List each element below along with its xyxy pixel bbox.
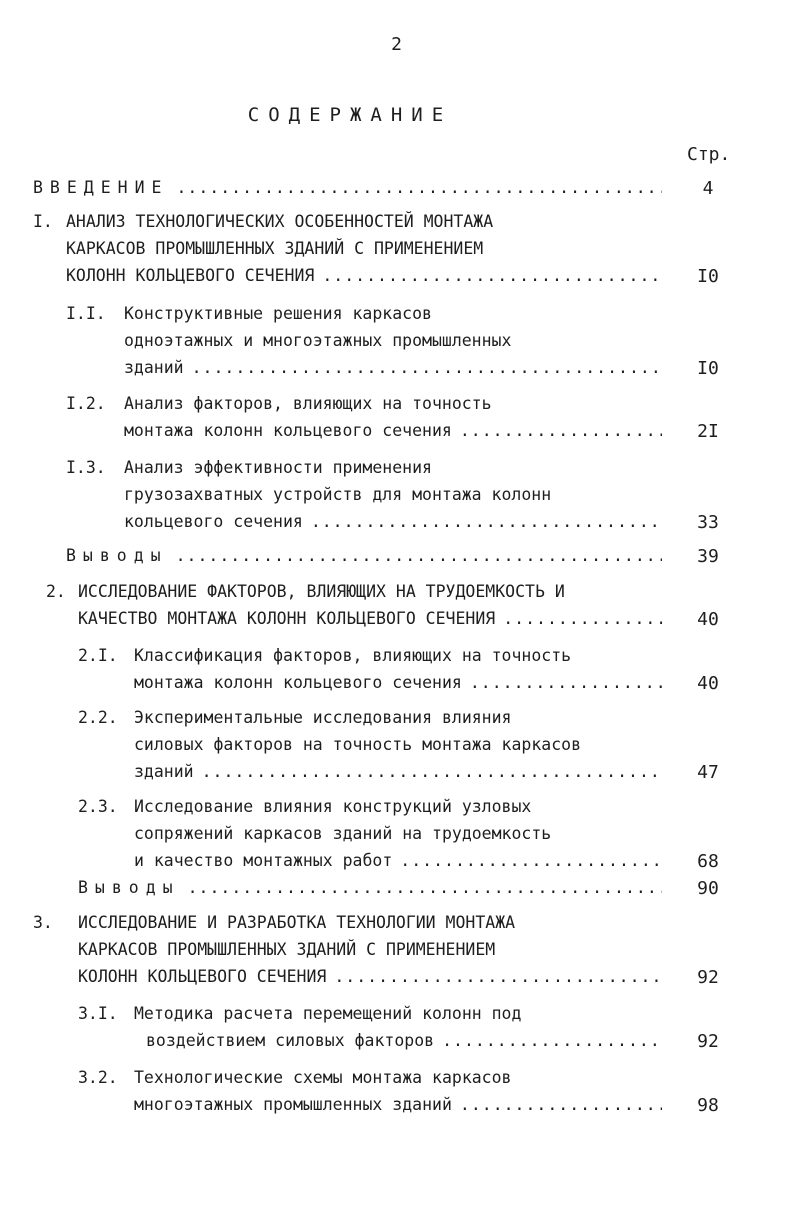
toc-entry-last-line xyxy=(134,673,662,692)
toc-entry-text: кольцевого сечения xyxy=(124,512,303,531)
toc-entry-text: монтажа колонн кольцевого сечения xyxy=(124,421,452,440)
toc-entry-page: 33 xyxy=(697,512,719,533)
toc-entry-page: 98 xyxy=(697,1095,719,1116)
toc-entry-page: I0 xyxy=(697,358,719,379)
toc-entry-text: КАЧЕСТВО МОНТАЖА КОЛОНН КОЛЬЦЕВОГО СЕЧЕНИЯ xyxy=(78,609,496,628)
toc-entry xyxy=(0,1004,793,1058)
toc-entry-text: многоэтажных промышленных зданий xyxy=(134,1095,452,1114)
toc-entry-text: ИССЛЕДОВАНИЕ ФАКТОРОВ, ВЛИЯЮЩИХ НА ТРУДОЕМКОСТЬ И xyxy=(78,582,565,601)
toc-entry xyxy=(0,878,793,905)
toc-entry-text: Экспериментальные исследования влияния xyxy=(134,708,512,727)
toc-entry-text: АНАЛИЗ ТЕХНОЛОГИЧЕСКИХ ОСОБЕННОСТЕЙ МОНТАЖА xyxy=(66,212,494,231)
toc-entry-page: 68 xyxy=(697,851,719,872)
toc-entry-page: 40 xyxy=(697,673,719,694)
toc-entry-text: Классификация факторов, влияющих на точность xyxy=(134,646,572,665)
toc-entry xyxy=(0,582,793,636)
toc-entry xyxy=(0,458,793,539)
toc-entry-text: Анализ эффективности применения xyxy=(124,458,432,477)
toc-entry-number: 3.I. xyxy=(78,1004,118,1023)
toc-entry-page: 39 xyxy=(697,546,719,567)
dot-leader xyxy=(176,178,662,197)
toc-entry-last-line xyxy=(146,1031,662,1050)
toc-entry-page: I0 xyxy=(697,266,719,287)
toc-entry xyxy=(0,304,793,385)
dot-leader xyxy=(503,609,662,628)
toc-entry-number: 2.3. xyxy=(78,797,118,816)
page-column-label: Стр. xyxy=(687,144,731,165)
toc-entry xyxy=(0,546,793,573)
toc-entry-number: I.2. xyxy=(66,394,106,413)
toc-title: СОДЕРЖАНИЕ xyxy=(247,104,453,126)
toc-entry-text: Исследование влияния конструкций узловых xyxy=(134,797,532,816)
dot-leader xyxy=(460,421,662,440)
toc-entry-last-line xyxy=(78,878,662,897)
toc-entry-text: ВВЕДЕНИЕ xyxy=(33,178,169,197)
dot-leader xyxy=(322,266,662,285)
toc-entry-page: 90 xyxy=(697,878,719,899)
toc-entry-number: 2.I. xyxy=(78,646,118,665)
toc-entry-last-line xyxy=(33,178,662,197)
toc-entry-last-line xyxy=(78,967,662,986)
toc-entry-number: 2.2. xyxy=(78,708,118,727)
toc-entry-number: I.3. xyxy=(66,458,106,477)
toc-entry-number: 3.2. xyxy=(78,1068,118,1087)
toc-entry-text: Технологические схемы монтажа каркасов xyxy=(134,1068,512,1087)
toc-entry xyxy=(0,178,793,205)
toc-entry-page: 4 xyxy=(702,178,714,199)
toc-entry-page: 92 xyxy=(697,967,719,988)
dot-leader xyxy=(470,673,662,692)
toc-entry-text: силовых факторов на точность монтажа каркасов xyxy=(134,735,582,754)
toc-entry-last-line xyxy=(124,421,662,440)
toc-entry xyxy=(0,1068,793,1122)
toc-entry xyxy=(0,913,793,994)
toc-entry-text: одноэтажных и многоэтажных промышленных xyxy=(124,331,512,350)
toc-entry-text: зданий xyxy=(124,358,184,377)
toc-entry-text: и качество монтажных работ xyxy=(134,851,393,870)
dot-leader xyxy=(460,1095,662,1114)
dot-leader xyxy=(188,878,662,897)
dot-leader xyxy=(311,512,662,531)
toc-entry-page: 47 xyxy=(697,762,719,783)
dot-leader xyxy=(334,967,662,986)
toc-entry-text: монтажа колонн кольцевого сечения xyxy=(134,673,462,692)
dot-leader xyxy=(192,358,662,377)
toc-entry-text: КАРКАСОВ ПРОМЫШЛЕННЫХ ЗДАНИЙ С ПРИМЕНЕНИЕМ xyxy=(78,940,496,959)
toc-entry-text: Анализ факторов, влияющих на точность xyxy=(124,394,492,413)
toc-entry-page: 40 xyxy=(697,609,719,630)
toc-entry-last-line xyxy=(124,512,662,531)
page-number: 2 xyxy=(391,34,402,55)
toc-entry-text: Конструктивные решения каркасов xyxy=(124,304,432,323)
toc-entry-text: воздействием силовых факторов xyxy=(146,1031,435,1050)
toc-entry-text: Выводы xyxy=(78,878,180,897)
toc-entry-text: сопряжений каркасов зданий на трудоемкость xyxy=(134,824,552,843)
toc-entry-text: зданий xyxy=(134,762,194,781)
toc-entry-number: I. xyxy=(33,212,53,231)
toc-entry-number: I.I. xyxy=(66,304,106,323)
toc-entry-page: 2I xyxy=(697,421,719,442)
toc-entry-text: КОЛОНН КОЛЬЦЕВОГО СЕЧЕНИЯ xyxy=(78,967,327,986)
toc-entry-text: Методика расчета перемещений колонн под xyxy=(134,1004,522,1023)
dot-leader xyxy=(400,851,662,870)
toc-entry-page: 92 xyxy=(697,1031,719,1052)
toc-entry-last-line xyxy=(134,762,662,781)
toc-entry xyxy=(0,708,793,789)
toc-entry-last-line xyxy=(134,851,662,870)
toc-entry-text: КОЛОНН КОЛЬЦЕВОГО СЕЧЕНИЯ xyxy=(66,266,315,285)
toc-entry-last-line xyxy=(78,609,662,628)
toc-entry-last-line xyxy=(134,1095,662,1114)
toc-entry-text: КАРКАСОВ ПРОМЫШЛЕННЫХ ЗДАНИЙ С ПРИМЕНЕНИЕМ xyxy=(66,239,484,258)
toc-entry xyxy=(0,394,793,448)
toc-entry-text: Выводы xyxy=(66,546,168,565)
toc-entry-text: грузозахватных устройств для монтажа колонн xyxy=(124,485,552,504)
dot-leader xyxy=(176,546,662,565)
toc-entry xyxy=(0,797,793,878)
toc-entry-number: 3. xyxy=(33,913,53,932)
toc-entry-text: ИССЛЕДОВАНИЕ И РАЗРАБОТКА ТЕХНОЛОГИИ МОНТАЖА xyxy=(78,913,516,932)
toc-entry xyxy=(0,212,793,293)
toc-entry xyxy=(0,646,793,700)
dot-leader xyxy=(442,1031,662,1050)
toc-entry-number: 2. xyxy=(46,582,66,601)
toc-entry-last-line xyxy=(66,266,662,285)
dot-leader xyxy=(202,762,662,781)
toc-entry-last-line xyxy=(66,546,662,565)
toc-entry-last-line xyxy=(124,358,662,377)
